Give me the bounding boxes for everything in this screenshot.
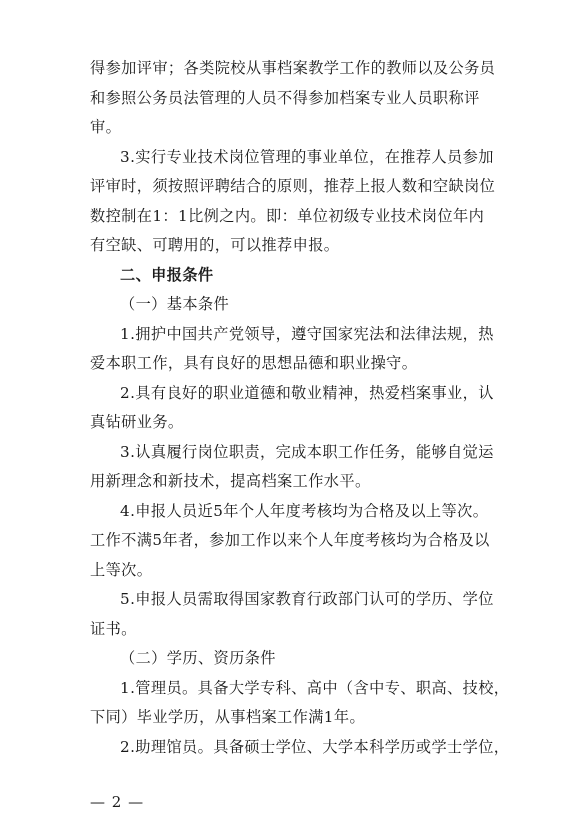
body-line: 得参加评审；各类院校从事档案教学工作的教师以及公务员 <box>90 59 496 77</box>
body-line: 用新理念和新技术，提高档案工作水平。 <box>90 472 371 490</box>
body-line: 和参照公务员法管理的人员不得参加档案专业人员职称评 <box>90 88 480 107</box>
body-line: 有空缺、可聘用的，可以推荐申报。 <box>90 236 340 254</box>
body-line: 真钻研业务。 <box>90 413 184 431</box>
body-line: 3.实行专业技术岗位管理的事业单位，在推荐人员参加 <box>120 147 494 166</box>
body-line: 爱本职工作，具有良好的思想品德和职业操守。 <box>90 354 418 372</box>
body-line: 1.管理员。具备大学专科、高中（含中专、职高、技校， <box>120 678 510 697</box>
section-heading: 二、申报条件 <box>120 265 214 284</box>
body-line: 2.助理馆员。具备硕士学位、大学本科学历或学士学位， <box>120 737 510 756</box>
body-line: 审。 <box>90 118 122 136</box>
body-line: 1.拥护中国共产党领导，遵守国家宪法和法律法规，热 <box>120 324 494 343</box>
body-line: 4.申报人员近5年个人年度考核均为合格及以上等次。 <box>120 501 489 520</box>
body-line: 3.认真履行岗位职责，完成本职工作任务，能够自觉运 <box>120 442 494 461</box>
body-line: 下同）毕业学历，从事档案工作满1年。 <box>90 708 366 726</box>
body-line: 上等次。 <box>90 560 153 579</box>
body-line: 数控制在1：1比例之内。即：单位初级专业技术岗位年内 <box>90 206 485 225</box>
subsection-heading: （一）基本条件 <box>120 295 230 313</box>
subsection-heading: （二）学历、资历条件 <box>120 649 276 667</box>
body-line: 证书。 <box>90 619 137 638</box>
body-line: 5.申报人员需取得国家教育行政部门认可的学历、学位 <box>120 590 494 608</box>
page-number: — 2 — <box>90 793 145 811</box>
body-line: 工作不满5年者，参加工作以来个人年度考核均为合格及以 <box>90 531 490 549</box>
body-line: 2.具有良好的职业道德和敬业精神，热爱档案事业，认 <box>120 383 494 402</box>
body-line: 评审时，须按照评聘结合的原则，推荐上报人数和空缺岗位 <box>90 177 496 195</box>
